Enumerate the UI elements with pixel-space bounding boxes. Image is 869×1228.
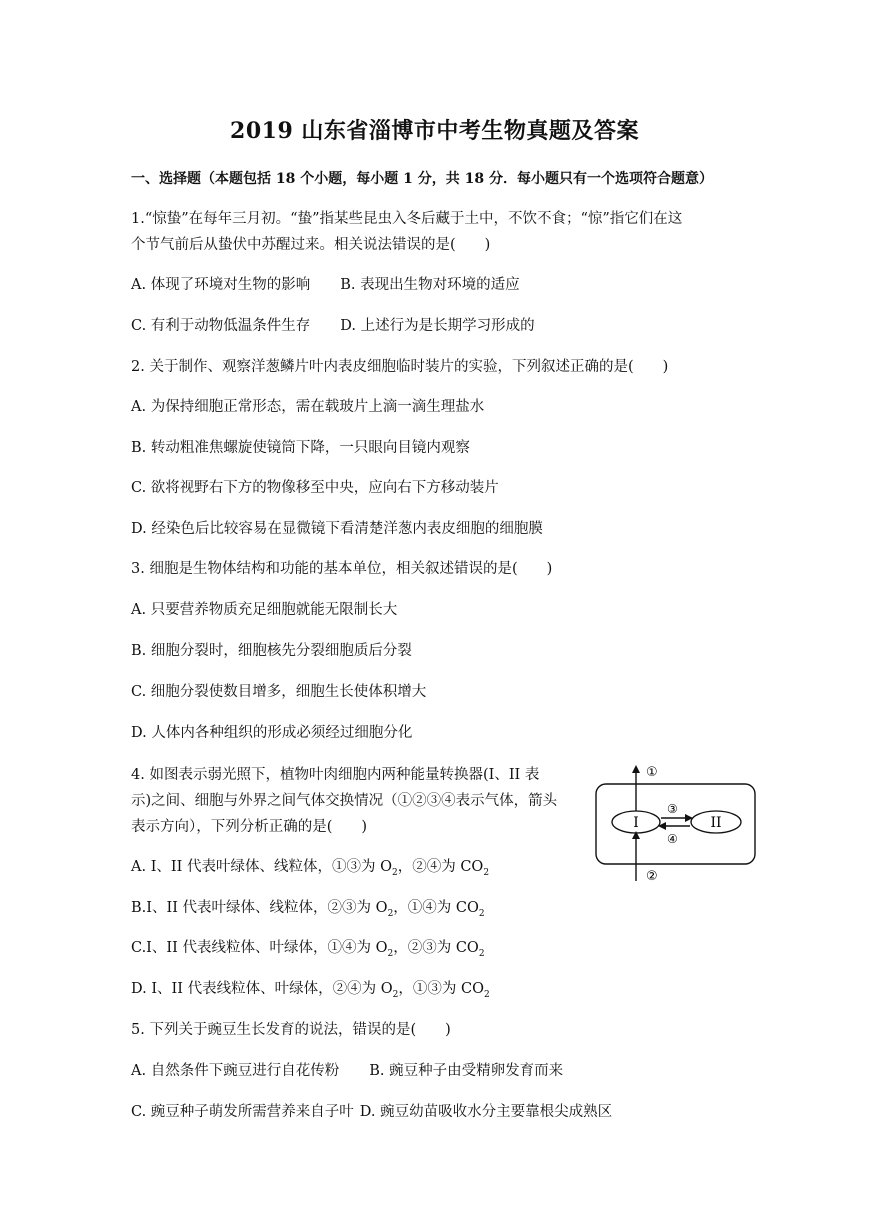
label-3: ③ — [667, 802, 678, 816]
q1-options-ab — [131, 273, 520, 294]
document-title: 2019 山东省淄博市中考生物真题及答案 — [230, 118, 639, 144]
q5-option-c: C. 豌豆种子萌发所需营养来自子叶 — [131, 1104, 354, 1120]
gas-exchange-diagram — [591, 763, 761, 888]
q1-stem-line-1: 1.“惊蛰”在每年三月初。“蛰”指某些昆虫入冬后藏于土中，不饮不食；“惊”指它们在这 — [131, 211, 683, 227]
q2-option-d: D. 经染色后比较容易在显微镜下看清楚洋葱内表皮细胞的细胞膜 — [131, 521, 543, 537]
q1-option-d: D. 上述行为是长期学习形成的 — [340, 318, 535, 334]
q3-option-b: B. 细胞分裂时，细胞核先分裂细胞质后分裂 — [131, 643, 412, 659]
q5-option-d: D. 豌豆幼苗吸收水分主要靠根尖成熟区 — [359, 1104, 613, 1120]
q4-option-c: C.I、II 代表线粒体、叶绿体，①④为 $O_2$，②③为 $CO_2$ — [131, 940, 485, 959]
label-1: ① — [646, 765, 658, 780]
q1-option-a: A. 体现了环境对生物的影响 — [131, 277, 311, 293]
q5-options-ab — [131, 1059, 563, 1080]
q5-option-b: B. 豌豆种子由受精卵发育而来 — [369, 1063, 564, 1079]
q3-option-d: D. 人体内各种组织的形成必须经过细胞分化 — [131, 725, 413, 741]
q1-options-cd — [131, 314, 535, 335]
organelle-I-label: I — [633, 815, 639, 831]
q4-stem-line-3: 表示方向），下列分析正确的是( ) — [131, 819, 368, 835]
q4-stem-line-2: 示)之间、细胞与外界之间气体交换情况（①②③④表示气体，箭头 — [131, 793, 558, 809]
q3-stem: 3. 细胞是生物体结构和功能的基本单位，相关叙述错误的是( ) — [131, 561, 553, 577]
q4-option-d: D. I、II 代表线粒体、叶绿体，②④为 $O_2$，①③为 $CO_2$ — [131, 981, 490, 1000]
q1-stem-line-2: 个节气前后从蛰伏中苏醒过来。相关说法错误的是( ) — [131, 237, 491, 253]
label-2: ② — [646, 869, 658, 884]
q2-option-b: B. 转动粗准焦螺旋使镜筒下降，一只眼向目镜内观察 — [131, 440, 470, 456]
organelle-II-label: II — [710, 815, 722, 831]
q4-option-b: B.I、II 代表叶绿体、线粒体，②③为 $O_2$，①④为 $CO_2$ — [131, 900, 485, 919]
q4-stem-line-1: 4. 如图表示弱光照下，植物叶肉细胞内两种能量转换器(I、II 表 — [131, 767, 540, 783]
section-heading: 一、选择题（本题包括 18 个小题，每小题 1 分，共 18 分．每小题只有一个选项符合题意） — [131, 171, 713, 187]
q5-options-cd — [131, 1100, 612, 1121]
q4-option-a: A. I、II 代表叶绿体、线粒体，①③为 $O_2$，②④为 $CO_2$ — [131, 859, 490, 878]
q2-option-c: C. 欲将视野右下方的物像移至中央，应向右下方移动装片 — [131, 480, 499, 496]
label-4: ④ — [667, 832, 678, 846]
q5-option-a: A. 自然条件下豌豆进行自花传粉 — [131, 1063, 340, 1079]
q3-option-c: C. 细胞分裂使数目增多，细胞生长使体积增大 — [131, 684, 427, 700]
q1-option-c: C. 有利于动物低温条件生存 — [131, 318, 311, 334]
q5-stem: 5. 下列关于豌豆生长发育的说法，错误的是( ) — [131, 1022, 451, 1038]
q3-option-a: A. 只要营养物质充足细胞就能无限制长大 — [131, 602, 398, 618]
q2-option-a: A. 为保持细胞正常形态，需在载玻片上滴一滴生理盐水 — [131, 399, 485, 415]
q2-stem: 2. 关于制作、观察洋葱鳞片叶内表皮细胞临时装片的实验，下列叙述正确的是( ) — [131, 359, 669, 375]
q1-option-b: B. 表现出生物对环境的适应 — [340, 277, 520, 293]
